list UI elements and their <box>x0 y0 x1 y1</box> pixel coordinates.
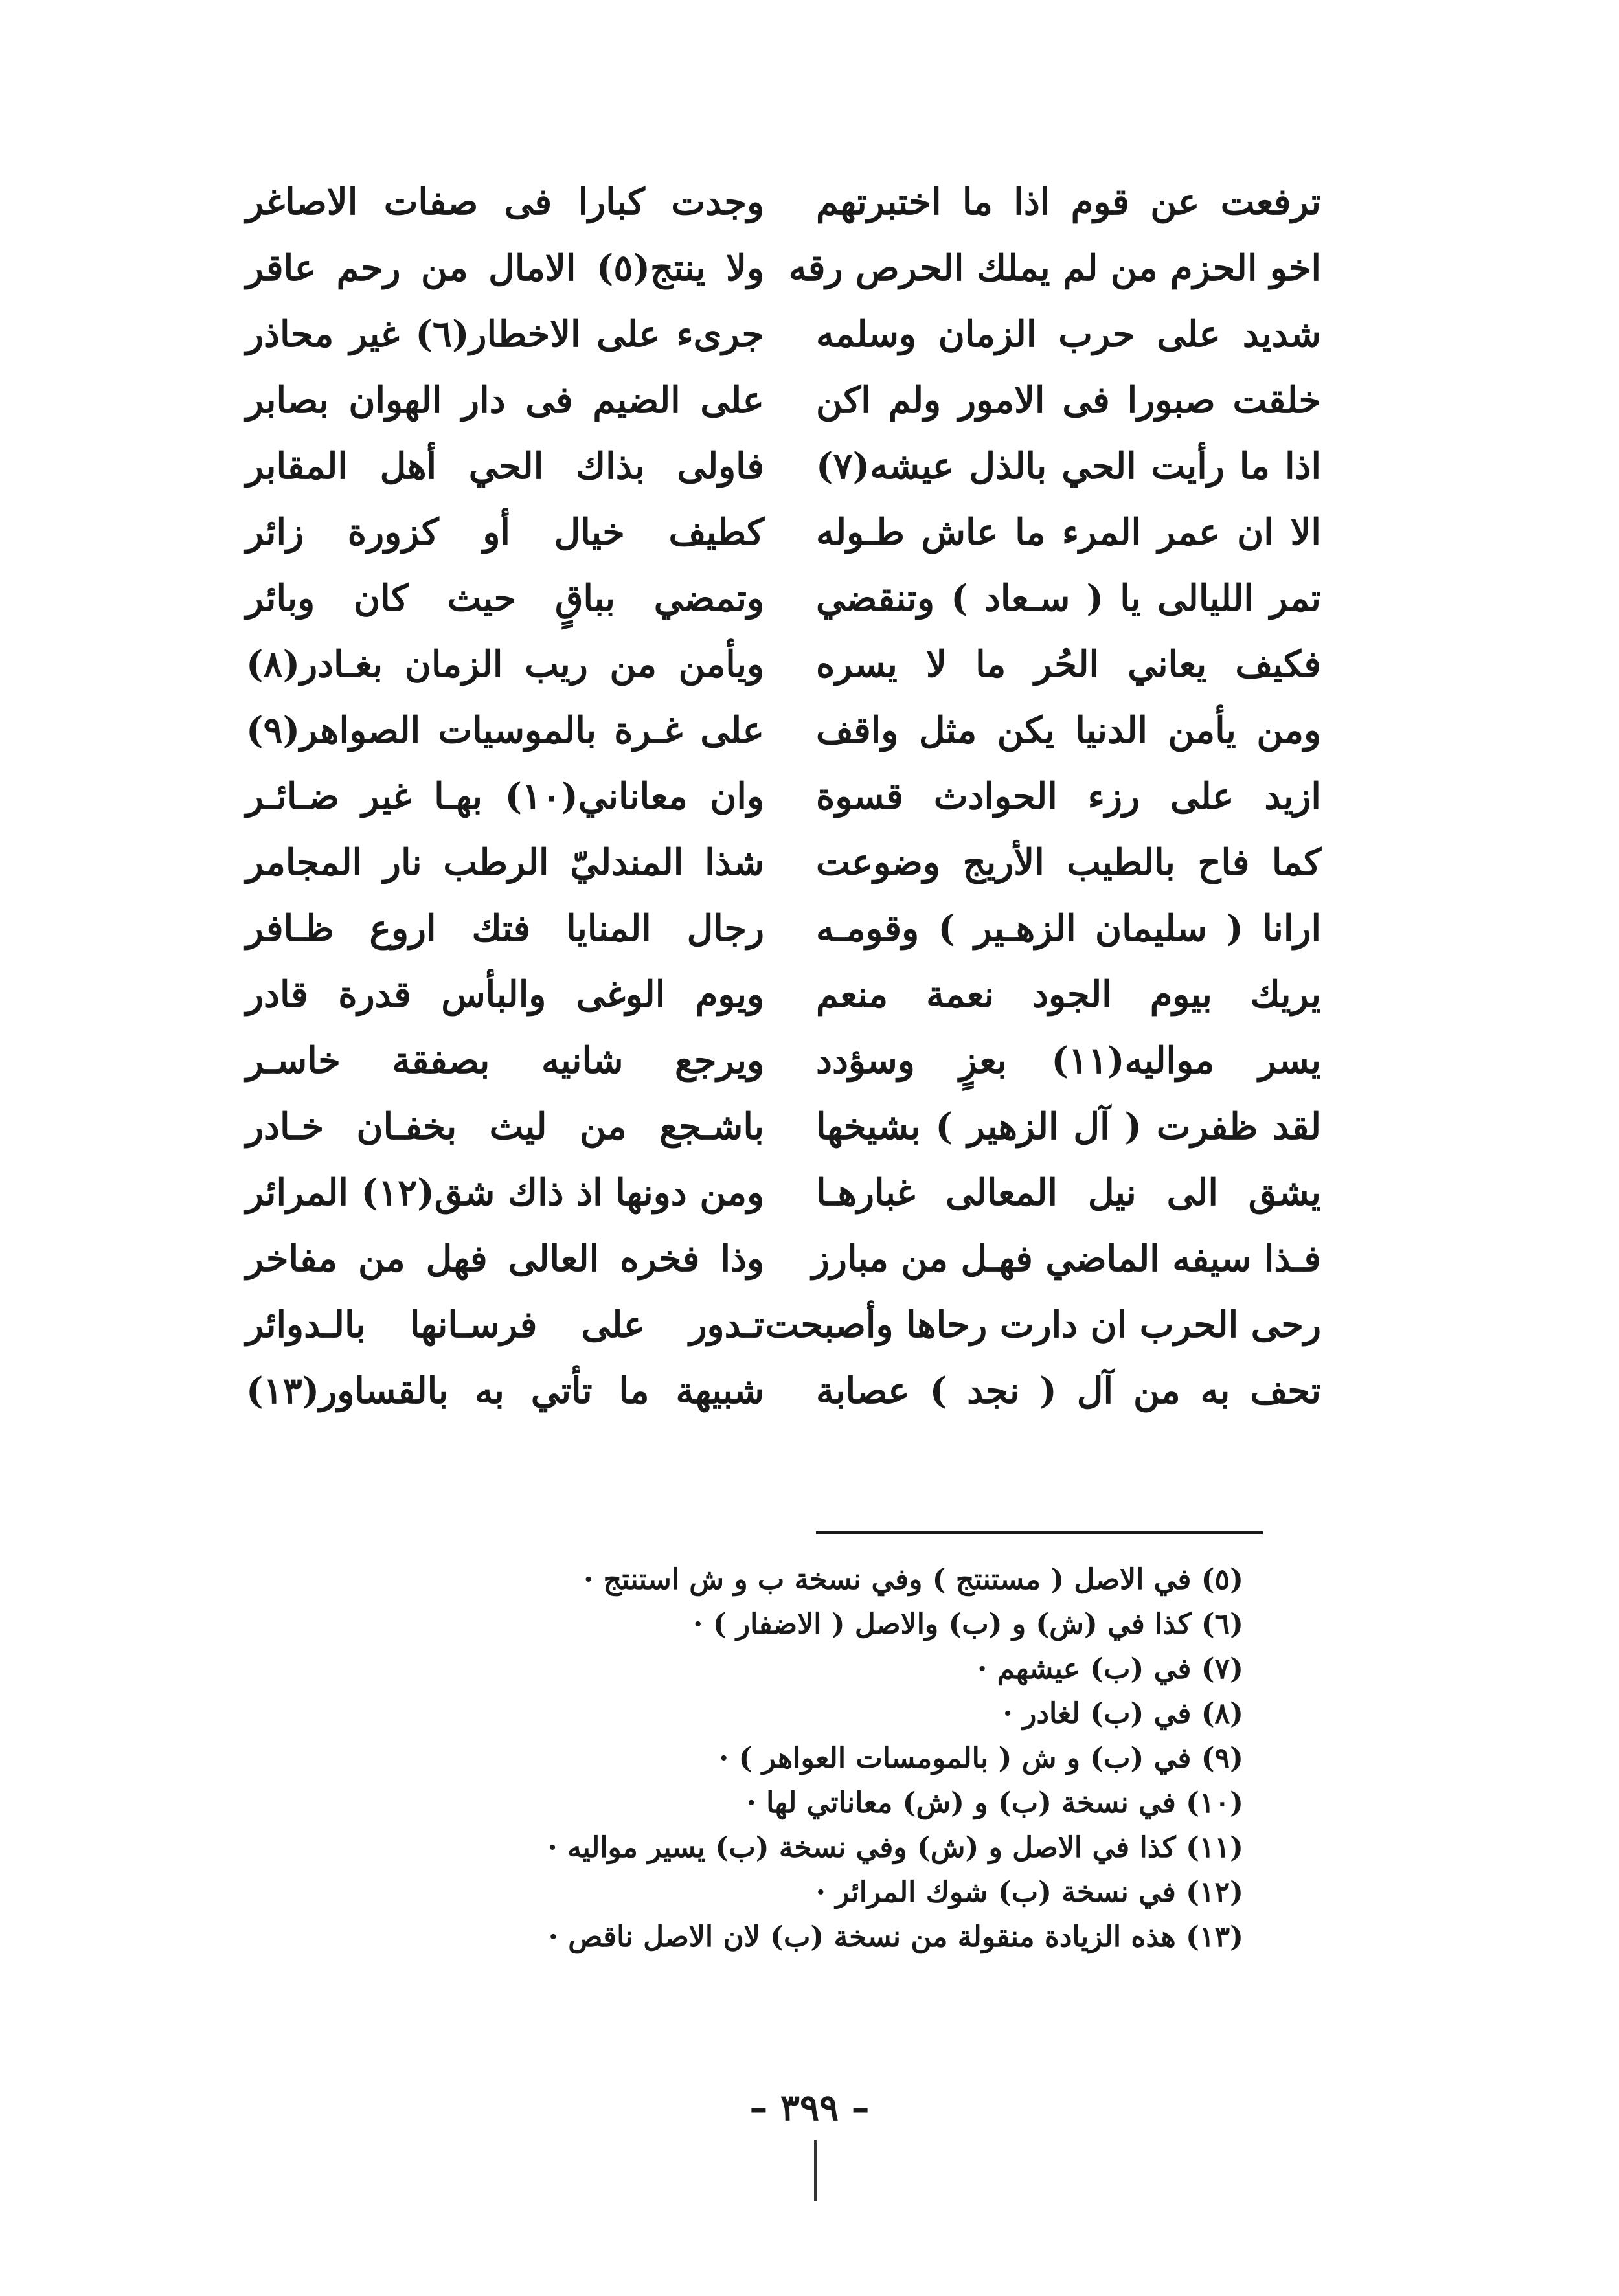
verse-line: شبيهة ما تأتي به بالقساور(١٣) <box>246 1369 764 1412</box>
verse-line: فاولى بذاك الحي أهل المقابر <box>246 445 764 488</box>
verse-line: شديد على حرب الزمان وسلمه <box>816 313 1321 355</box>
verse-line: ويأمن من ريب الزمان بغـادر(٨) <box>246 643 764 686</box>
footnote: (٧) في (ب) عيشهم · <box>977 1652 1243 1685</box>
verse-line: اخو الحزم من لم يملك الحرص رقه <box>788 247 1321 289</box>
verse-line: يسر مواليه(١١) بعزٍ وسؤدد <box>816 1039 1321 1082</box>
verse-line: على غـرة بالموسيات الصواهر(٩) <box>246 709 764 752</box>
poem-text <box>233 170 1334 1497</box>
verse-line: ويرجع شانيه بصفقة خاسـر <box>246 1039 764 1082</box>
verse-line: فـذا سيفه الماضي فهـل من مبارز <box>811 1237 1321 1280</box>
verse-line: خلقت صبورا فى الامور ولم اكن <box>816 379 1321 422</box>
verse-line: باشـجع من ليث بخفـان خـادر <box>246 1105 764 1148</box>
verse-line: يريك بيوم الجود نعمة منعم <box>816 973 1321 1016</box>
verse-line: الا ان عمر المرء ما عاش طـوله <box>816 511 1321 554</box>
footnotes <box>363 1557 1243 1959</box>
verse-line: كما فاح بالطيب الأريج وضوعت <box>816 841 1321 884</box>
verse-line: تـدور على فرسـانها بالـدوائر <box>246 1303 764 1346</box>
verse-line: ازيد على رزء الحوادث قسوة <box>816 775 1321 818</box>
footnote: (٩) في (ب) و ش ( بالمومسات العواهر ) · <box>719 1742 1243 1775</box>
footnote-divider <box>816 1531 1263 1534</box>
verse-line: ولا ينتج(٥) الامال من رحم عاقر <box>246 247 765 289</box>
verse-line: كطيف خيال أو كزورة زائر <box>246 511 764 554</box>
verse-line: رحى الحرب ان دارت رحاها وأصبحت <box>765 1303 1321 1346</box>
verse-line: يشق الى نيل المعالى غبارهـا <box>816 1171 1321 1214</box>
verse-line: وان معاناني(١٠) بهـا غير ضـائـر <box>246 775 765 818</box>
verse-line: تحف به من آل ( نجد ) عصابة <box>816 1369 1321 1412</box>
verse-line: وجدت كبارا فى صفات الاصاغر <box>246 181 764 223</box>
footnote: (٨) في (ب) لغادر · <box>1002 1697 1243 1730</box>
verse-line: ترفعت عن قوم اذا ما اختبرتهم <box>816 181 1321 223</box>
footnote: (٥) في الاصل ( مستنتج ) وفي نسخة ب و ش استنتج · <box>583 1563 1243 1596</box>
verse-line: اذا ما رأيت الحي بالذل عيشه(٧) <box>816 445 1321 488</box>
page-number: – ٣٩٩ – <box>749 2086 870 2129</box>
verse-line: وذا فخره العالى فهل من مفاخر <box>246 1237 764 1280</box>
verse-line: ومن يأمن الدنيا يكن مثل واقف <box>816 709 1321 752</box>
verse-line: رجال المنايا فتك اروع ظـافر <box>246 907 764 950</box>
verse-line: تمر الليالى يا ( سـعاد ) وتنقضي <box>816 577 1321 620</box>
footnote: (١٣) هذه الزيادة منقولة من نسخة (ب) لان الاصل ناقص · <box>548 1920 1243 1953</box>
verse-line: على الضيم فى دار الهوان بصابر <box>246 379 764 422</box>
verse-line: ارانا ( سليمان الزهـير ) وقومـه <box>816 907 1321 950</box>
verse-line: فكيف يعاني الحُر ما لا يسره <box>816 643 1321 686</box>
verse-line: وتمضي بباقٍ حيث كان وبائر <box>246 577 764 620</box>
verse-line: لقد ظفرت ( آل الزهير ) بشيخها <box>816 1105 1321 1148</box>
verse-line: ومن دونها اذ ذاك شق(١٢) المرائر <box>246 1171 764 1214</box>
verse-line: ويوم الوغى والبأس قدرة قادر <box>246 973 764 1016</box>
print-mark <box>814 2140 817 2201</box>
footnote: (١٢) في نسخة (ب) شوك المرائر · <box>815 1876 1243 1909</box>
footnote: (١١) كذا في الاصل و (ش) وفي نسخة (ب) يسير مواليه · <box>547 1831 1243 1864</box>
verse-line: جرىء على الاخطار(٦) غير محاذر <box>246 313 764 355</box>
footnote: (١٠) في نسخة (ب) و (ش) معاناتي لها · <box>746 1786 1243 1819</box>
verse-line: شذا المندليّ الرطب نار المجامر <box>246 841 764 884</box>
footnote: (٦) كذا في (ش) و (ب) والاصل ( الاضفار ) · <box>693 1608 1243 1641</box>
